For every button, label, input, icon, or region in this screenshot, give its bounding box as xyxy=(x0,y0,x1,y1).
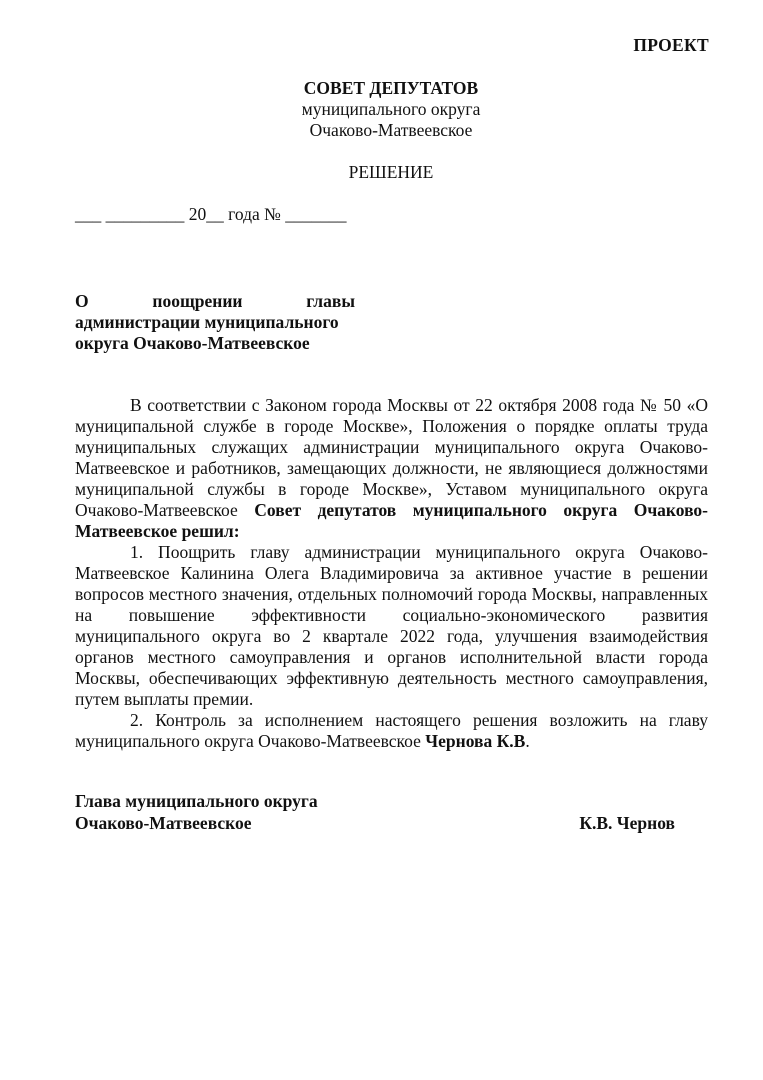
decision-title: РЕШЕНИЕ xyxy=(348,162,434,182)
signature-title-line-1: Глава муниципального округа xyxy=(75,791,318,811)
subject-line-2: администрации муниципального xyxy=(75,312,339,332)
district-line-1: муниципального округа xyxy=(301,99,481,119)
council-title: СОВЕТ ДЕПУТАТОВ xyxy=(303,78,479,98)
signatory-name: К.В. Чернов xyxy=(579,813,675,833)
decision-subject xyxy=(75,291,355,354)
signature-title-line-2: Очаково-Матвеевское xyxy=(75,813,252,833)
subject-line-3: округа Очаково-Матвеевское xyxy=(75,333,310,353)
item-2-punct: . xyxy=(525,731,530,751)
preamble-paragraph xyxy=(75,395,708,542)
item-2-text: 2. Контроль за исполнением настоящего решения возложить на главу муниципального округа Очаково-Матвеевское xyxy=(75,710,708,751)
preamble-resolution: Совет депутатов муниципального округа Очаково-Матвеевское решил: xyxy=(75,500,709,541)
draft-mark: ПРОЕКТ xyxy=(633,35,709,55)
item-1-text: 1. Поощрить главу администрации муниципального округа Очаково-Матвеевское Калинина Олега Владимировича за активное участие в решении вопросов местного значения, отдельных полномочий города Москвы, направленных на повышение эффективности социально-экономического развития муниципального округа во 2 квартале 2022 года, улучшения взаимодействия органов местного самоуправления и органов исполнительной власти города Москвы, обеспечивающих эффективную деятельность местного самоуправления, путем выплаты премии. xyxy=(75,542,708,709)
item-1-paragraph xyxy=(75,542,708,710)
preamble-text: В соответствии с Законом города Москвы от 22 октября 2008 года № 50 «О муниципальной службе в городе Москве», Положения о порядке оплаты труда муниципальных служащих администрации муниципального округа Очаково-Матвеевское и работников, замещающих должности, не являющиеся должностями муниципальной службы в городе Москве», Уставом муниципального округа Очаково-Матвеевское xyxy=(75,395,708,520)
decision-body xyxy=(75,395,708,752)
document-header xyxy=(0,78,763,141)
item-2-paragraph xyxy=(75,710,708,752)
district-line-2: Очаково-Матвеевское xyxy=(309,120,473,140)
signature-block xyxy=(75,790,675,834)
date-number-line: ___ _________ 20__ года № _______ xyxy=(75,204,347,224)
item-2-responsible: Чернова К.В xyxy=(425,731,526,751)
subject-line-1: О поощрении главы xyxy=(75,291,355,311)
